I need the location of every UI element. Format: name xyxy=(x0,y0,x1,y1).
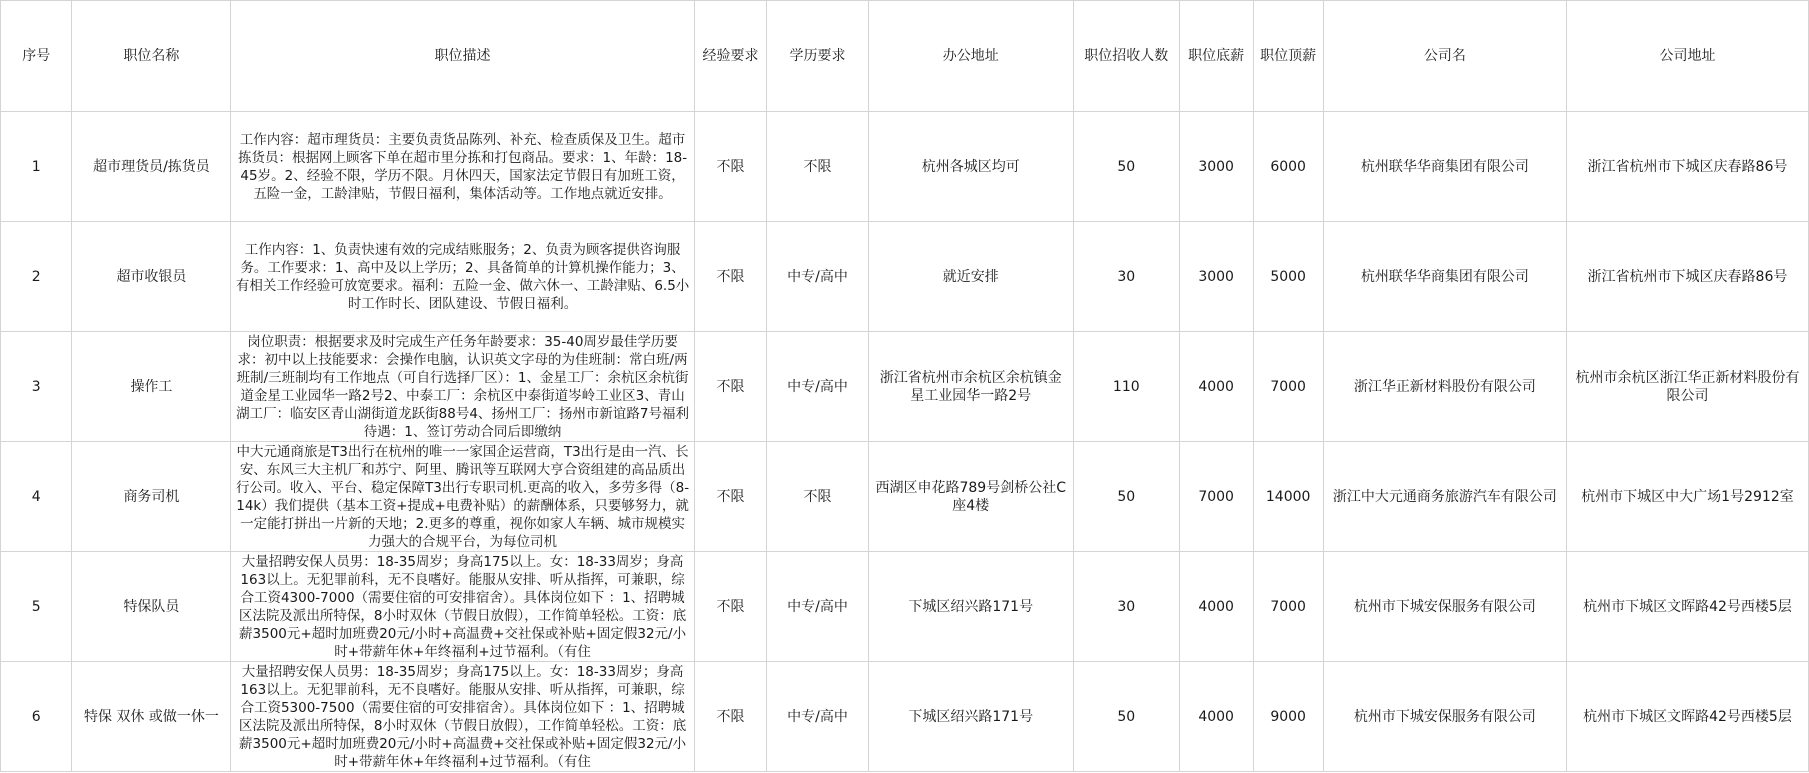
table-row xyxy=(1,662,1809,772)
cell-company[interactable]: 浙江华正新材料股份有限公司 xyxy=(1323,332,1566,442)
cell-description[interactable] xyxy=(231,662,694,772)
header-company-address[interactable]: 公司地址 xyxy=(1566,1,1808,112)
header-salary-max[interactable]: 职位顶薪 xyxy=(1253,1,1323,112)
header-experience[interactable]: 经验要求 xyxy=(694,1,767,112)
cell-office[interactable]: 就近安排 xyxy=(868,222,1073,332)
header-education[interactable]: 学历要求 xyxy=(767,1,868,112)
cell-office[interactable]: 浙江省杭州市余杭区余杭镇金星工业园华一路2号 xyxy=(868,332,1073,442)
cell-title[interactable]: 超市理货员/拣货员 xyxy=(72,112,231,222)
cell-experience[interactable]: 不限 xyxy=(694,662,767,772)
header-description[interactable]: 职位描述 xyxy=(231,1,694,112)
cell-headcount[interactable]: 30 xyxy=(1073,552,1179,662)
cell-company[interactable]: 杭州市下城安保服务有限公司 xyxy=(1323,552,1566,662)
cell-headcount[interactable]: 30 xyxy=(1073,222,1179,332)
table-row xyxy=(1,112,1809,222)
cell-salary-max[interactable]: 14000 xyxy=(1253,442,1323,552)
cell-salary-max[interactable]: 6000 xyxy=(1253,112,1323,222)
cell-headcount[interactable]: 50 xyxy=(1073,442,1179,552)
description-text: 工作内容：1、负责快速有效的完成结账服务；2、负责为顾客提供咨询服务。工作要求：1、高中及以上学历；2、具备简单的计算机操作能力；3、有相关工作经验可放宽要求。福利：五险一金、做六休一、工龄津贴、6.5小时工作时长、团队建设、节假日福利。 xyxy=(235,241,690,312)
description-text: 工作内容：超市理货员：主要负责货品陈列、补充、检查质保及卫生。超市拣货员：根据网上顾客下单在超市里分拣和打包商品。要求：1、年龄：18-45岁。2、经验不限，学历不限。月休四天，国家法定节假日有加班工资，五险一金，工龄津贴，节假日福利，集体活动等。工作地点就近安排。 xyxy=(238,131,688,202)
cell-salary-min[interactable]: 4000 xyxy=(1179,662,1253,772)
cell-salary-max[interactable]: 7000 xyxy=(1253,552,1323,662)
cell-office[interactable]: 下城区绍兴路171号 xyxy=(868,662,1073,772)
cell-title[interactable]: 操作工 xyxy=(72,332,231,442)
cell-title[interactable]: 特保队员 xyxy=(72,552,231,662)
cell-description[interactable] xyxy=(231,442,694,552)
cell-company-address[interactable]: 浙江省杭州市下城区庆春路86号 xyxy=(1566,112,1808,222)
header-row xyxy=(1,1,1809,112)
cell-title[interactable]: 超市收银员 xyxy=(72,222,231,332)
table-row xyxy=(1,442,1809,552)
table-row xyxy=(1,222,1809,332)
cell-office[interactable]: 西湖区申花路789号剑桥公社C座4楼 xyxy=(868,442,1073,552)
cell-salary-min[interactable]: 4000 xyxy=(1179,332,1253,442)
cell-salary-max[interactable]: 7000 xyxy=(1253,332,1323,442)
cell-index[interactable]: 1 xyxy=(1,112,72,222)
header-title[interactable]: 职位名称 xyxy=(72,1,231,112)
header-salary-min[interactable]: 职位底薪 xyxy=(1179,1,1253,112)
cell-company[interactable]: 浙江中大元通商务旅游汽车有限公司 xyxy=(1323,442,1566,552)
cell-experience[interactable]: 不限 xyxy=(694,442,767,552)
header-company[interactable]: 公司名 xyxy=(1323,1,1566,112)
cell-description[interactable] xyxy=(231,222,694,332)
header-office[interactable]: 办公地址 xyxy=(868,1,1073,112)
header-index[interactable]: 序号 xyxy=(1,1,72,112)
cell-salary-max[interactable]: 5000 xyxy=(1253,222,1323,332)
cell-title[interactable]: 特保 双休 或做一休一 xyxy=(72,662,231,772)
description-text: 岗位职责：根据要求及时完成生产任务年龄要求：35-40周岁最佳学历要求：初中以上技能要求：会操作电脑，认识英文字母的为佳班制：常白班/两班制/三班制均有工作地点（可自行选择厂区）：1、金星工厂：余杭区余杭街道金星工业园华一路2号2、中泰工厂：余杭区中泰街道岑岭工业区3、青山湖工厂：临安区青山湖街道龙跃街88号4、扬州工厂：扬州市新谊路7号福利待遇：1、签订劳动合同后即缴纳 xyxy=(236,333,689,440)
cell-office[interactable]: 下城区绍兴路171号 xyxy=(868,552,1073,662)
cell-index[interactable]: 6 xyxy=(1,662,72,772)
cell-company-address[interactable]: 杭州市余杭区浙江华正新材料股份有限公司 xyxy=(1566,332,1808,442)
cell-office[interactable]: 杭州各城区均可 xyxy=(868,112,1073,222)
cell-index[interactable]: 2 xyxy=(1,222,72,332)
cell-company-address[interactable]: 杭州市下城区中大广场1号2912室 xyxy=(1566,442,1808,552)
table-row xyxy=(1,552,1809,662)
cell-headcount[interactable]: 110 xyxy=(1073,332,1179,442)
description-text: 中大元通商旅是T3出行在杭州的唯一一家国企运营商，T3出行是由一汽、长安、东风三大主机厂和苏宁、阿里、腾讯等互联网大亨合资组建的高品质出行公司。收入、平台、稳定保障T3出行专职司机.更高的收入，多劳多得（8-14k）我们提供（基本工资+提成+电费补贴）的薪酬体系，只要够努力，就一定能打拼出一片新的天地；2.更多的尊重，视你如家人车辆、城市规模实力强大的合规平台，为每位司机 xyxy=(236,443,690,550)
cell-company-address[interactable]: 杭州市下城区文晖路42号西楼5层 xyxy=(1566,552,1808,662)
cell-salary-max[interactable]: 9000 xyxy=(1253,662,1323,772)
cell-salary-min[interactable]: 3000 xyxy=(1179,222,1253,332)
cell-company[interactable]: 杭州市下城安保服务有限公司 xyxy=(1323,662,1566,772)
cell-experience[interactable]: 不限 xyxy=(694,332,767,442)
cell-index[interactable]: 5 xyxy=(1,552,72,662)
cell-experience[interactable]: 不限 xyxy=(694,112,767,222)
cell-education[interactable]: 中专/高中 xyxy=(767,222,868,332)
cell-title[interactable]: 商务司机 xyxy=(72,442,231,552)
cell-description[interactable] xyxy=(231,112,694,222)
cell-index[interactable]: 3 xyxy=(1,332,72,442)
cell-experience[interactable]: 不限 xyxy=(694,222,767,332)
cell-experience[interactable]: 不限 xyxy=(694,552,767,662)
cell-index[interactable]: 4 xyxy=(1,442,72,552)
description-text: 大量招聘安保人员男：18-35周岁；身高175以上。女：18-33周岁；身高163以上。无犯罪前科，无不良嗜好。能服从安排、听从指挥，可兼职，综合工资5300-7500（需要住宿的可安排宿舍）。具体岗位如下 ：1、招聘城区法院及派出所特保，8小时双休（节假日放假），工作简单轻松。工资：底薪3500元+超时加班费20元/小时+高温费+交社保或补贴+固定假32元/小时+带薪年休+年终福利+过节福利。（有住 xyxy=(238,663,687,770)
description-text: 大量招聘安保人员男：18-35周岁；身高175以上。女：18-33周岁；身高163以上。无犯罪前科，无不良嗜好。能服从安排、听从指挥，可兼职，综合工资4300-7000（需要住宿的可安排宿舍）。具体岗位如下 ：1、招聘城区法院及派出所特保，8小时双休（节假日放假），工作简单轻松。工资：底薪3500元+超时加班费20元/小时+高温费+交社保或补贴+固定假32元/小时+带薪年休+年终福利+过节福利。（有住 xyxy=(238,553,687,660)
cell-education[interactable]: 不限 xyxy=(767,442,868,552)
cell-description[interactable] xyxy=(231,332,694,442)
cell-headcount[interactable]: 50 xyxy=(1073,662,1179,772)
cell-salary-min[interactable]: 7000 xyxy=(1179,442,1253,552)
cell-company-address[interactable]: 浙江省杭州市下城区庆春路86号 xyxy=(1566,222,1808,332)
cell-education[interactable]: 中专/高中 xyxy=(767,552,868,662)
cell-headcount[interactable]: 50 xyxy=(1073,112,1179,222)
cell-education[interactable]: 中专/高中 xyxy=(767,332,868,442)
cell-company-address[interactable]: 杭州市下城区文晖路42号西楼5层 xyxy=(1566,662,1808,772)
cell-salary-min[interactable]: 4000 xyxy=(1179,552,1253,662)
cell-company[interactable]: 杭州联华华商集团有限公司 xyxy=(1323,222,1566,332)
cell-education[interactable]: 不限 xyxy=(767,112,868,222)
header-headcount[interactable]: 职位招收人数 xyxy=(1073,1,1179,112)
table-row xyxy=(1,332,1809,442)
cell-salary-min[interactable]: 3000 xyxy=(1179,112,1253,222)
cell-education[interactable]: 中专/高中 xyxy=(767,662,868,772)
cell-company[interactable]: 杭州联华华商集团有限公司 xyxy=(1323,112,1566,222)
cell-description[interactable] xyxy=(231,552,694,662)
